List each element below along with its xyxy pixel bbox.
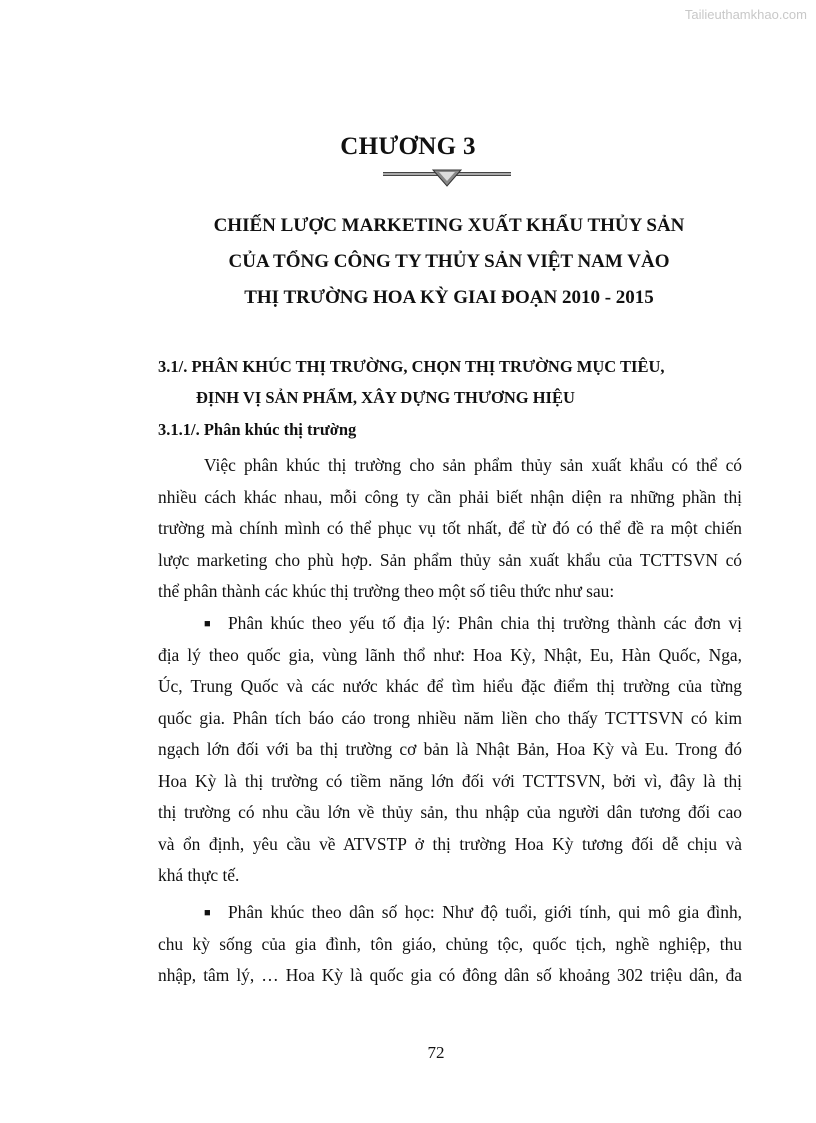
text-line: nhập, tâm lý, … Hoa Kỳ là quốc gia có đông dân số khoảng 302 triệu dân, đa <box>158 965 742 985</box>
text-line: thị trường có nhu cầu lớn về thủy sản, thu nhập của người dân tương đối cao <box>158 802 742 822</box>
text-line: trường mà chính mình có thể phục vụ tốt nhất, để từ đó có thể đề ra một chiến <box>158 518 742 538</box>
bullet-icon: ■ <box>204 907 211 919</box>
title-line: CHIẾN LƯỢC MARKETING XUẤT KHẨU THỦY SẢN <box>213 215 685 236</box>
text-line: lược marketing cho phù hợp. Sản phẩm thủy sản xuất khẩu của TCTTSVN có <box>158 549 742 570</box>
chapter-title <box>0 208 816 316</box>
text-line: Hoa Kỳ là thị trường có tiềm năng lớn đối với TCTTSVN, bởi vì, đây là thị <box>158 770 742 791</box>
text-line: Việc phân khúc thị trường cho sản phẩm thủy sản xuất khẩu có thể có <box>204 455 742 475</box>
section-heading-line1: 3.1/. PHÂN KHÚC THỊ TRƯỜNG, CHỌN THỊ TRƯỜNG MỤC TIÊU, <box>158 357 665 376</box>
text-line: thể phân thành các khúc thị trường theo một số tiêu thức như sau: <box>158 581 615 601</box>
chapter-heading: CHƯƠNG 3 <box>340 133 476 160</box>
text-line: ngạch lớn đối với ba thị trường cơ bản là Nhật Bản, Hoa Kỳ và Eu. Trong đó <box>158 739 742 759</box>
title-line: CỦA TỔNG CÔNG TY THỦY SẢN VIỆT NAM VÀO <box>228 251 670 272</box>
page-number: 72 <box>427 1043 445 1062</box>
bullet-text: Phân khúc theo yếu tố địa lý: Phân chia thị trường thành các đơn vị <box>228 613 742 633</box>
paragraph <box>158 450 742 608</box>
text-line <box>158 897 742 929</box>
text-line: khá thực tế. <box>158 865 240 885</box>
text-line: quốc gia. Phân tích báo cáo trong nhiều năm liền cho thấy TCTTSVN có kim <box>158 707 742 728</box>
bullet-paragraph <box>158 897 742 992</box>
text-line: chu kỳ sống của gia đình, tôn giáo, chủng tộc, quốc tịch, nghề nghiệp, thu <box>158 933 742 954</box>
bullet-paragraph <box>158 608 742 892</box>
bullet-text: Phân khúc theo dân số học: Như độ tuổi, giới tính, qui mô gia đình, <box>228 902 742 922</box>
section-heading-line2: ĐỊNH VỊ SẢN PHẨM, XÂY DỰNG THƯƠNG HIỆU <box>196 388 575 407</box>
text-line: và ổn định, yêu cầu về ATVSTP ở thị trường Hoa Kỳ tương đối dễ chịu và <box>158 833 742 854</box>
text-line: Úc, Trung Quốc và các nước khác để tìm hiểu đặc điểm thị trường của từng <box>158 676 742 696</box>
text-line: địa lý theo quốc gia, vùng lãnh thổ như: Hoa Kỳ, Nhật, Eu, Hàn Quốc, Nga, <box>158 644 742 665</box>
text-line: nhiều cách khác nhau, mỗi công ty cần phải biết nhận diện ra những phần thị <box>158 486 742 507</box>
subsection-heading: 3.1.1/. Phân khúc thị trường <box>158 420 357 439</box>
title-line: THỊ TRƯỜNG HOA KỲ GIAI ĐOẠN 2010 - 2015 <box>244 287 654 308</box>
text-line <box>158 608 742 640</box>
bullet-icon: ■ <box>204 618 211 630</box>
chapter-ornament <box>383 166 511 188</box>
watermark: Tailieuthamkhao.com <box>684 7 807 22</box>
